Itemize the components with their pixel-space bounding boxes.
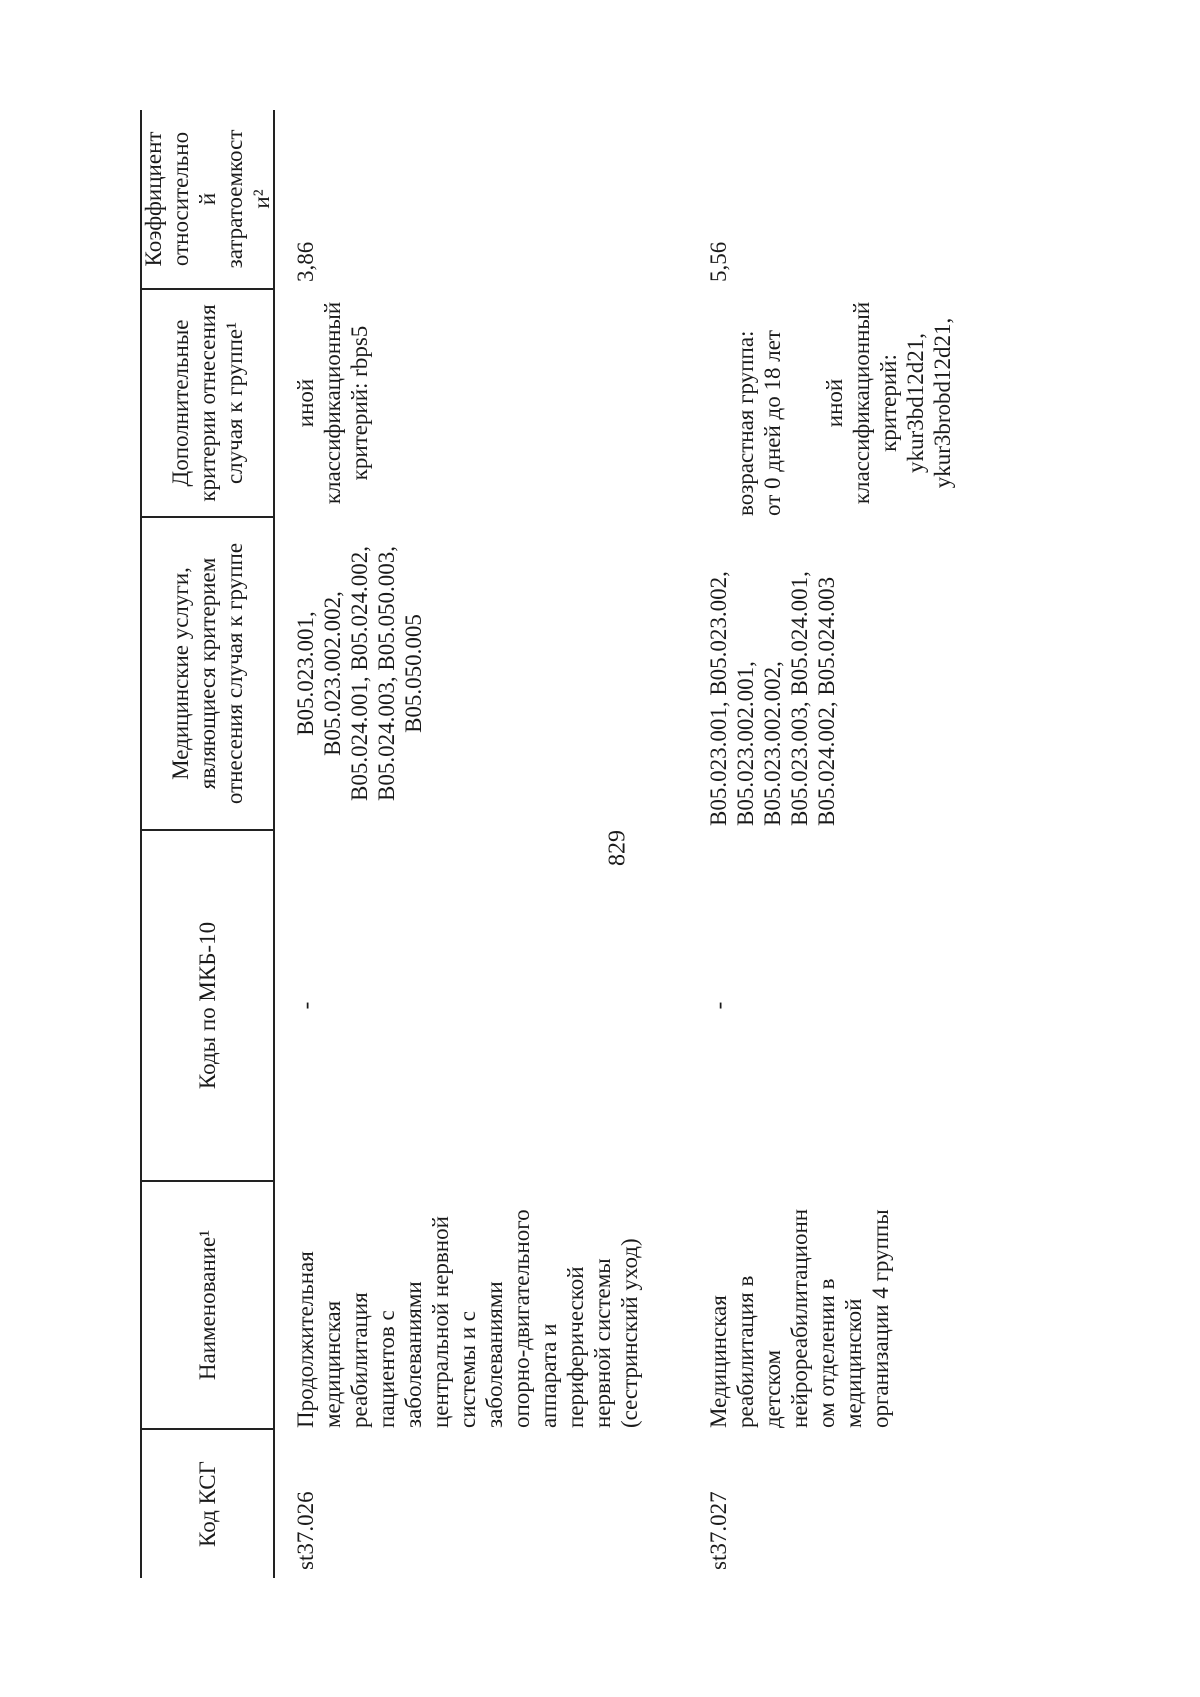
row2-criteria-age: возрастная группа: от 0 дней до 18 лет [733,330,785,516]
row1-criteria: иной классификационный критерий: rbps5 [293,301,372,505]
header-code: Код КСГ [194,1461,220,1547]
header-criteria: Дополнительные критерии отнесения случая к группе¹ [167,304,247,502]
header-coefficient: Коэффициент относительно й затратоемкост и² [140,129,274,269]
header-name: Наименование¹ [194,1229,220,1381]
row1-code: st37.026 [293,1491,318,1570]
row2-services: B05.023.001, B05.023.002, B05.023.002.001, B05.023.002.002, B05.023.003, B05.024.001, B05.024.002, B05.024.003 [706,571,839,826]
row2-criteria [705,290,983,516]
row2-mkb: - [706,1001,731,1010]
header-bottom-rule [273,110,275,1578]
row1-services: B05.023.001, B05.023.002.002, B05.024.001, B05.024.002, B05.024.003, B05.050.003, B05.050.005 [293,546,426,801]
tariff-table [140,110,1200,1578]
row2-code: st37.027 [706,1491,731,1570]
header-mkb: Коды по МКБ-10 [194,921,220,1090]
header-services: Медицинские услуги, являющиеся критерием отнесения случая к группе [167,542,247,805]
row1-name: Продолжительная медицинская реабилитация пациентов с заболеваниями центральной нервной системы и с заболеваниями опорно-двигательного аппарата и периферической нервной системы (сестринский уход) [293,1209,642,1428]
page-number: 829 [604,830,631,866]
row1-coefficient: 3,86 [293,241,318,282]
row2-criteria-other: иной классификационный критерий: ykur3bd12d21, ykur3brobd12d21, [822,301,955,505]
row2-coefficient: 5,56 [706,241,731,282]
row1-mkb: - [293,1001,318,1010]
table-top-rule [140,110,142,1578]
row2-name: Медицинская реабилитация в детском нейрореабилитационн ом отделении в медицинской организации 4 группы [706,1208,893,1428]
